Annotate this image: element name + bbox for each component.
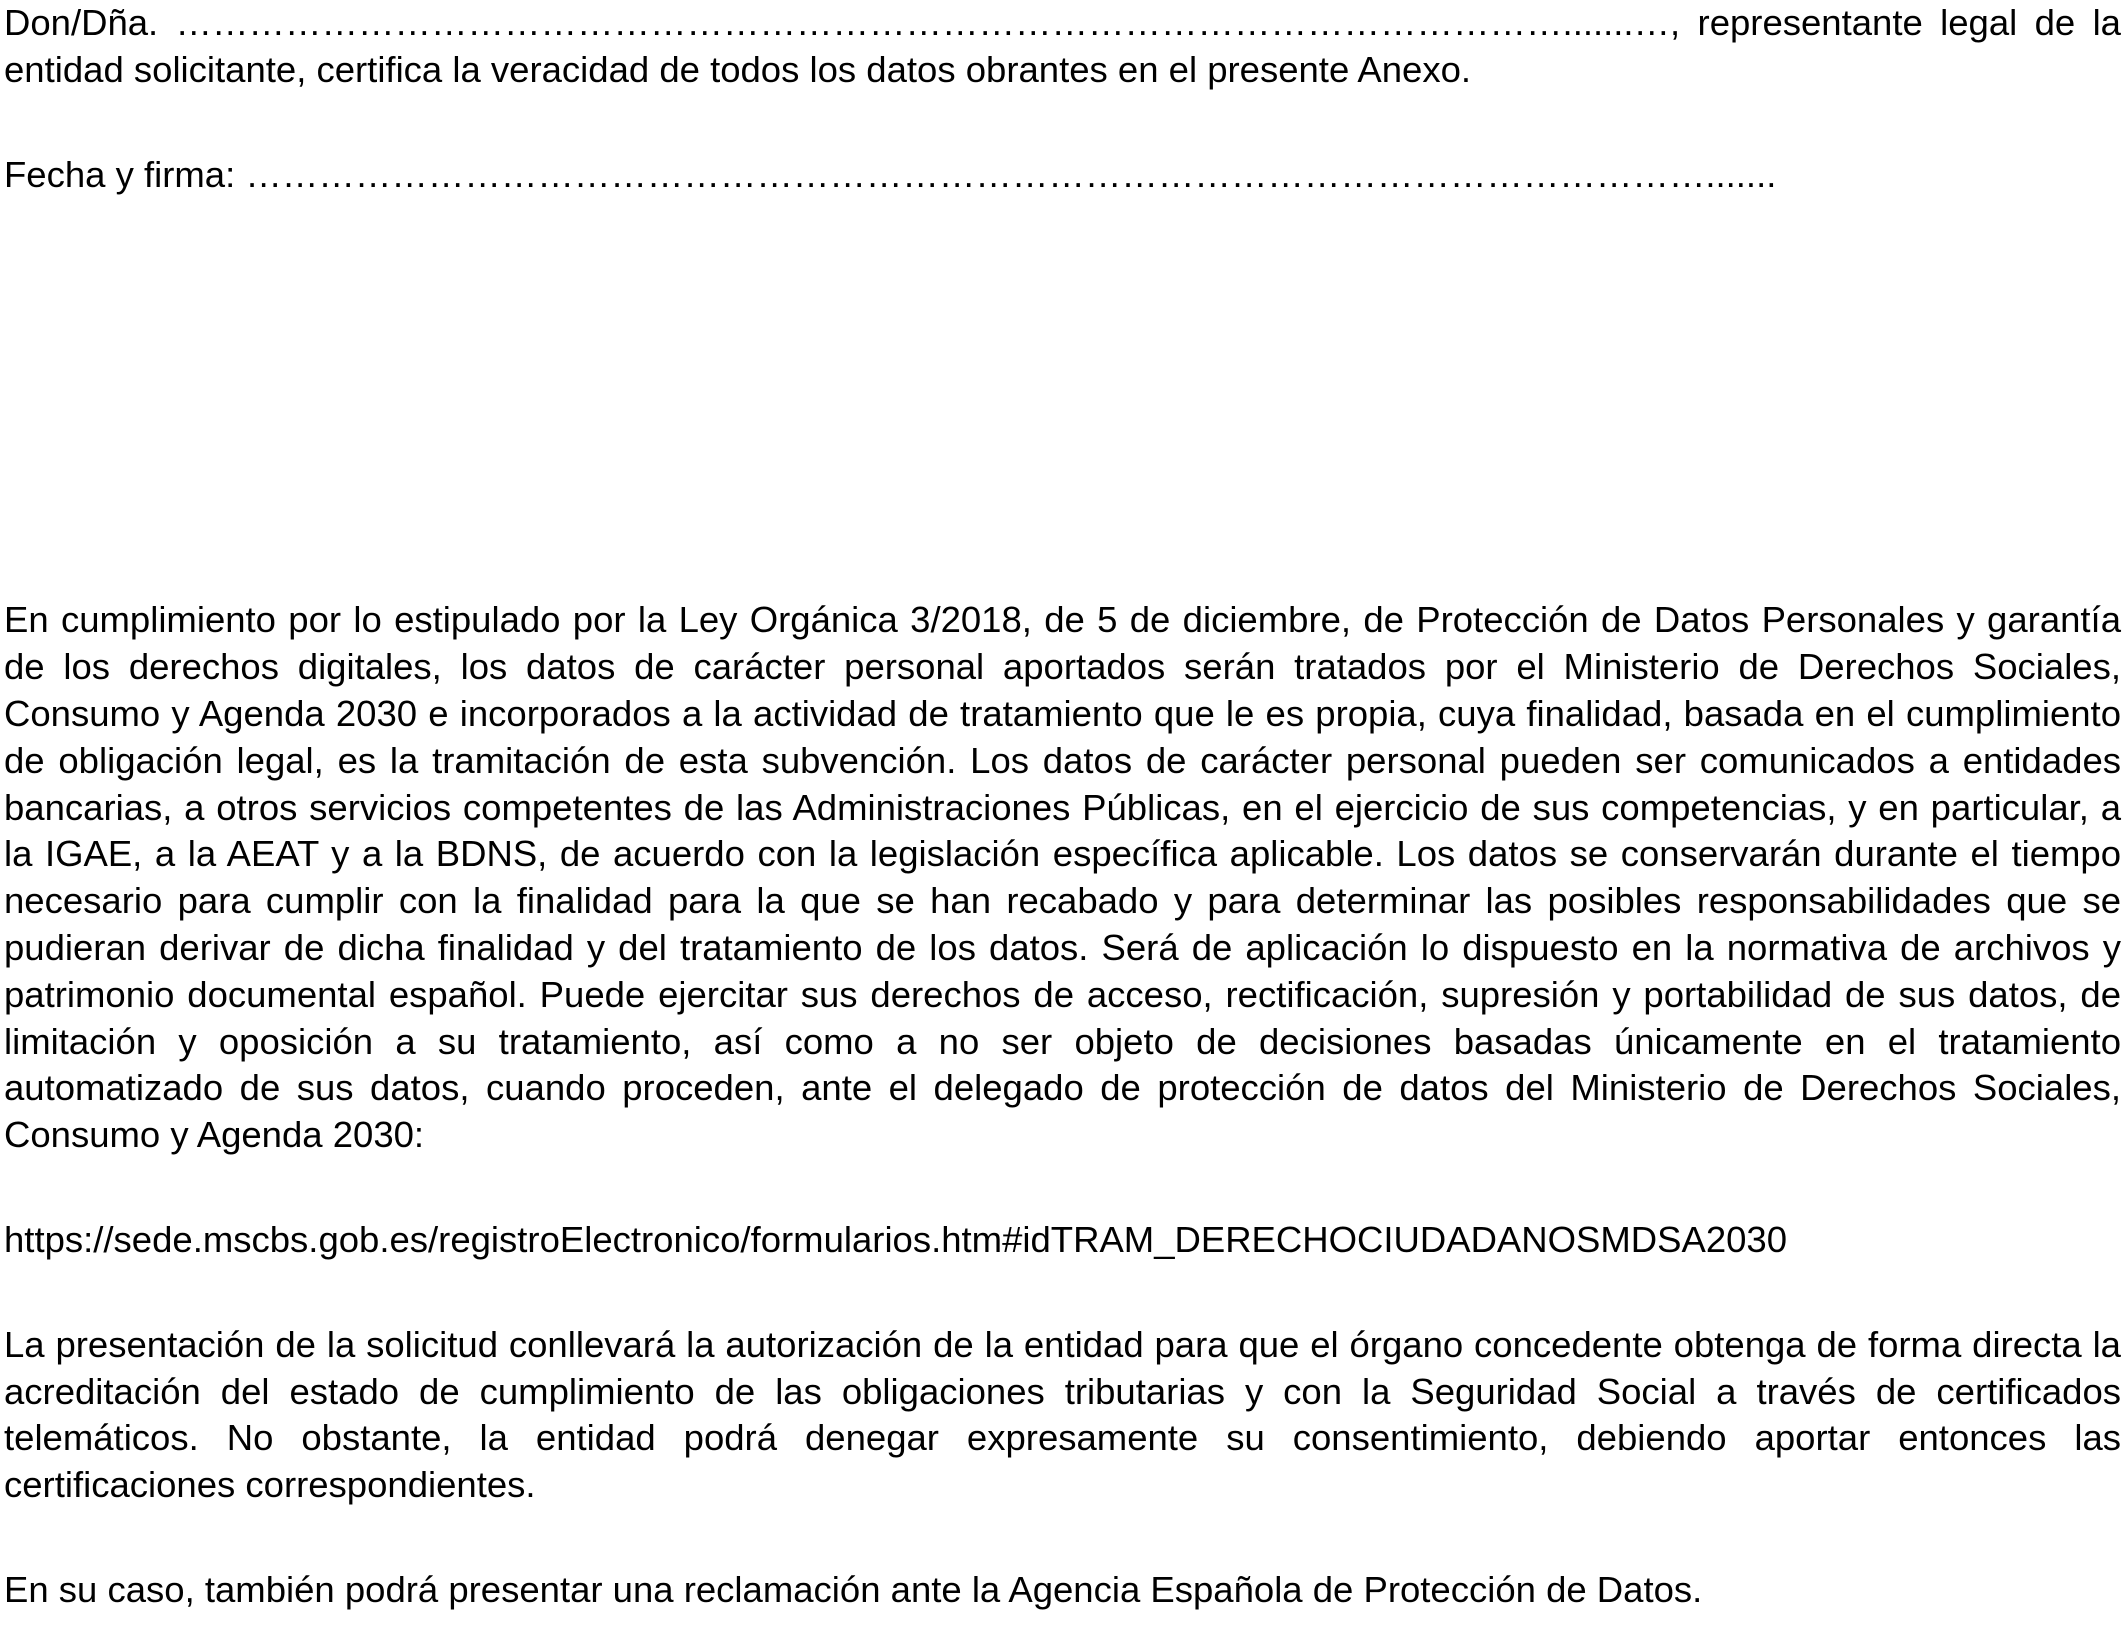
rights-exercise-url: https://sede.mscbs.gob.es/registroElectronico/formularios.htm#idTRAM_DERECHOCIUDADANOSMDSA2030 — [4, 1218, 1788, 1260]
data-protection-notice: En cumplimiento por lo estipulado por la Ley Orgánica 3/2018, de 5 de diciembre, de Protección de Datos Personales y garantía de los derechos digitales, los datos de carácter personal aportados serán tratados por el Ministerio de Derechos Sociales, Consumo y Agenda 2030 e incorporados a la actividad de tratamiento que le es propia, cuya finalidad, basada en el cumplimiento de obligación legal, es la tramitación de esta subvención. Los datos de carácter personal pueden ser comunicados a entidades bancarias, a otros servicios competentes de las Administraciones Públicas, en el ejercicio de sus competencias, y en particular, a la IGAE, a la AEAT y a la BDNS, de acuerdo con la legislación específica aplicable. Los datos se conservarán durante el tiempo necesario para cumplir con la finalidad para la que se han recabado y para determinar las posibles responsabilidades que se pudieran derivar de dicha finalidad y del tratamiento de los datos. Será de aplicación lo dispuesto en la normativa de archivos y patrimonio documental español. Puede ejercitar sus derechos de acceso, rectificación, supresión y portabilidad de sus datos, de limitación y oposición a su tratamiento, así como a no ser objeto de decisiones basadas únicamente en el tratamiento automatizado de sus datos, cuando proceden, ante el delegado de protección de datos del Ministerio de Derechos Sociales, Consumo y Agenda 2030: — [4, 599, 2121, 1156]
document-page — [4, 0, 2121, 1614]
complaint-notice: En su caso, también podrá presentar una reclamación ante la Agencia Española de Protección de Datos. — [4, 1568, 1703, 1610]
date-signature-line: Fecha y firma: …………………………………………………………………………………………………………....... — [4, 153, 1777, 195]
certification-statement: Don/Dña. …………………………………………………………………………………………………….......…, representante legal de la entidad solicitante, certifica la veracidad de todos los datos obrantes en el presente Anexo. — [4, 2, 2121, 90]
consent-authorization-paragraph: La presentación de la solicitud conllevará la autorización de la entidad para que el órgano concedente obtenga de forma directa la acreditación del estado de cumplimiento de las obligaciones tributarias y con la Seguridad Social a través de certificados telemáticos. No obstante, la entidad podrá denegar expresamente su consentimiento, debiendo aportar entonces las certificaciones correspondientes. — [4, 1323, 2121, 1506]
